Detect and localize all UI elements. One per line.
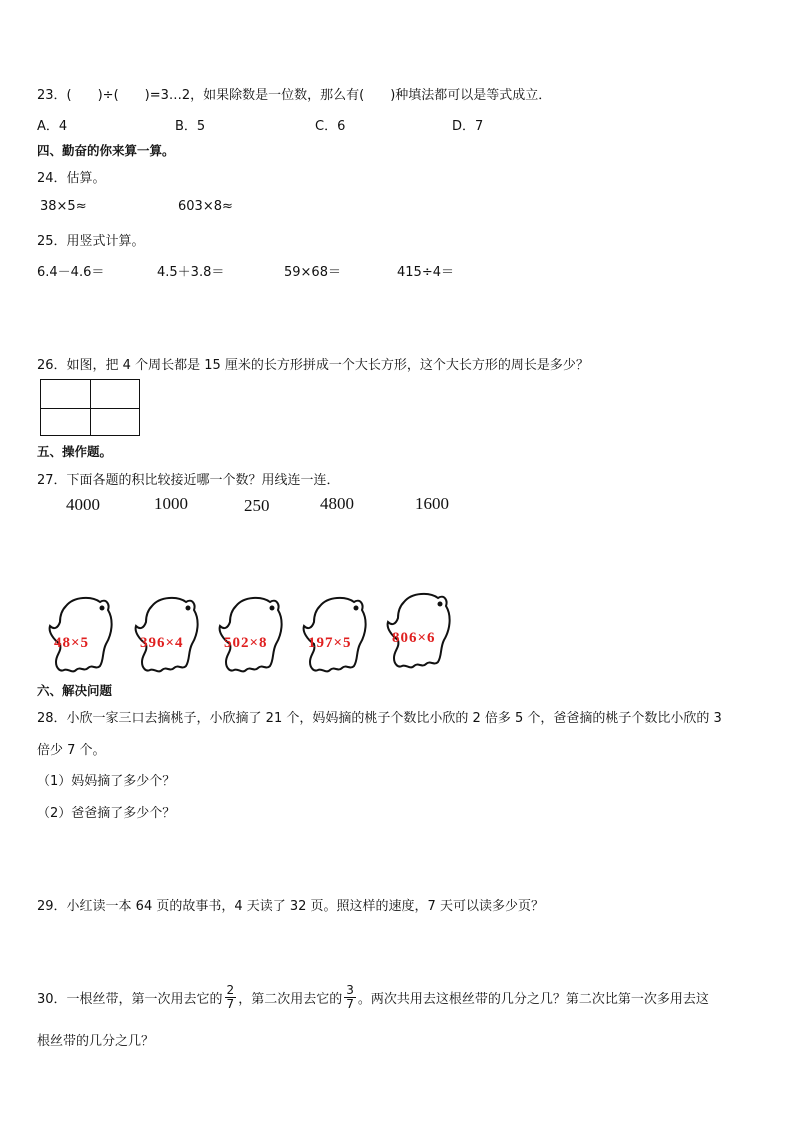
ghost-expression: 396×4 [140,635,184,651]
target-number: 4000 [66,495,100,514]
calc-item: 6.4－4.6＝ [37,265,105,280]
target-number: 250 [244,496,270,515]
question-30-line-2: 根丝带的几分之几？ [37,1034,155,1049]
ghost-figure [214,596,294,676]
question-26-text: 26．如图，把 4 个周长都是 15 厘米的长方形拼成一个大长方形，这个大长方形的周长是多少？ [37,358,589,373]
section-4-title: 四、勤奋的你来算一算。 [37,143,175,158]
ghost-expression: 806×6 [392,630,436,646]
calc-item: 59×68＝ [284,265,341,280]
question-30-part-2: ，第二次用去它的 [238,992,343,1007]
question-29-text: 29．小红读一本 64 页的故事书，4 天读了 32 页。照这样的速度，7 天可以读多少页？ [37,899,544,914]
question-23-text: 23．( )÷( )=3…2，如果除数是一位数，那么有( )种填法都可以是等式成立． [37,88,552,103]
section-6-title: 六、解决问题 [37,683,113,698]
option-d: D．7 [452,119,484,134]
question-30-part-3: 。两次共用去这根丝带的几分之几？第二次比第一次多用去这 [357,992,709,1007]
question-25-text: 25．用竖式计算。 [37,234,145,249]
figure-divider-horizontal [41,408,139,409]
fraction-denominator: 7 [346,997,354,1011]
ghost-figure [382,592,462,672]
question-28-line-2: 倍少 7 个。 [37,743,106,758]
option-b: B．5 [175,119,206,134]
fraction-denominator: 7 [226,997,235,1011]
ghost-figure [130,596,210,676]
fraction-3-7 [344,984,356,1011]
fraction-numerator: 3 [346,983,354,997]
target-number: 1600 [415,494,449,513]
ghost-expression: 48×5 [54,635,90,651]
question-24-text: 24．估算。 [37,171,106,186]
fraction-numerator: 2 [226,983,235,997]
rectangle-figure [40,379,140,436]
option-a: A．4 [37,119,68,134]
question-28-line-1: 28．小欣一家三口去摘桃子，小欣摘了 21 个，妈妈摘的桃子个数比小欣的 2 倍多 5 个，爸爸摘的桃子个数比小欣的 3 [37,711,722,726]
question-30-part-1: 30．一根丝带，第一次用去它的 [37,992,223,1007]
calc-item: 4.5＋3.8＝ [157,265,225,280]
target-number: 4800 [320,494,354,513]
question-30-line-1 [37,984,709,1011]
question-28-sub-1: （1）妈妈摘了多少个？ [37,774,176,789]
question-27-text: 27．下面各题的积比较接近哪一个数？用线连一连． [37,473,340,488]
target-number: 1000 [154,494,188,513]
ghost-figure [298,596,378,676]
estimate-item: 603×8≈ [178,199,233,214]
calc-item: 415÷4＝ [397,265,454,280]
ghost-expression: 197×5 [308,635,352,651]
estimate-item: 38×5≈ [40,199,87,214]
question-28-sub-2: （2）爸爸摘了多少个？ [37,806,176,821]
fraction-2-7 [225,984,237,1011]
ghost-expression: 502×8 [224,635,268,651]
ghost-figure [44,596,124,676]
section-5-title: 五、操作题。 [37,444,113,459]
option-c: C．6 [315,119,346,134]
